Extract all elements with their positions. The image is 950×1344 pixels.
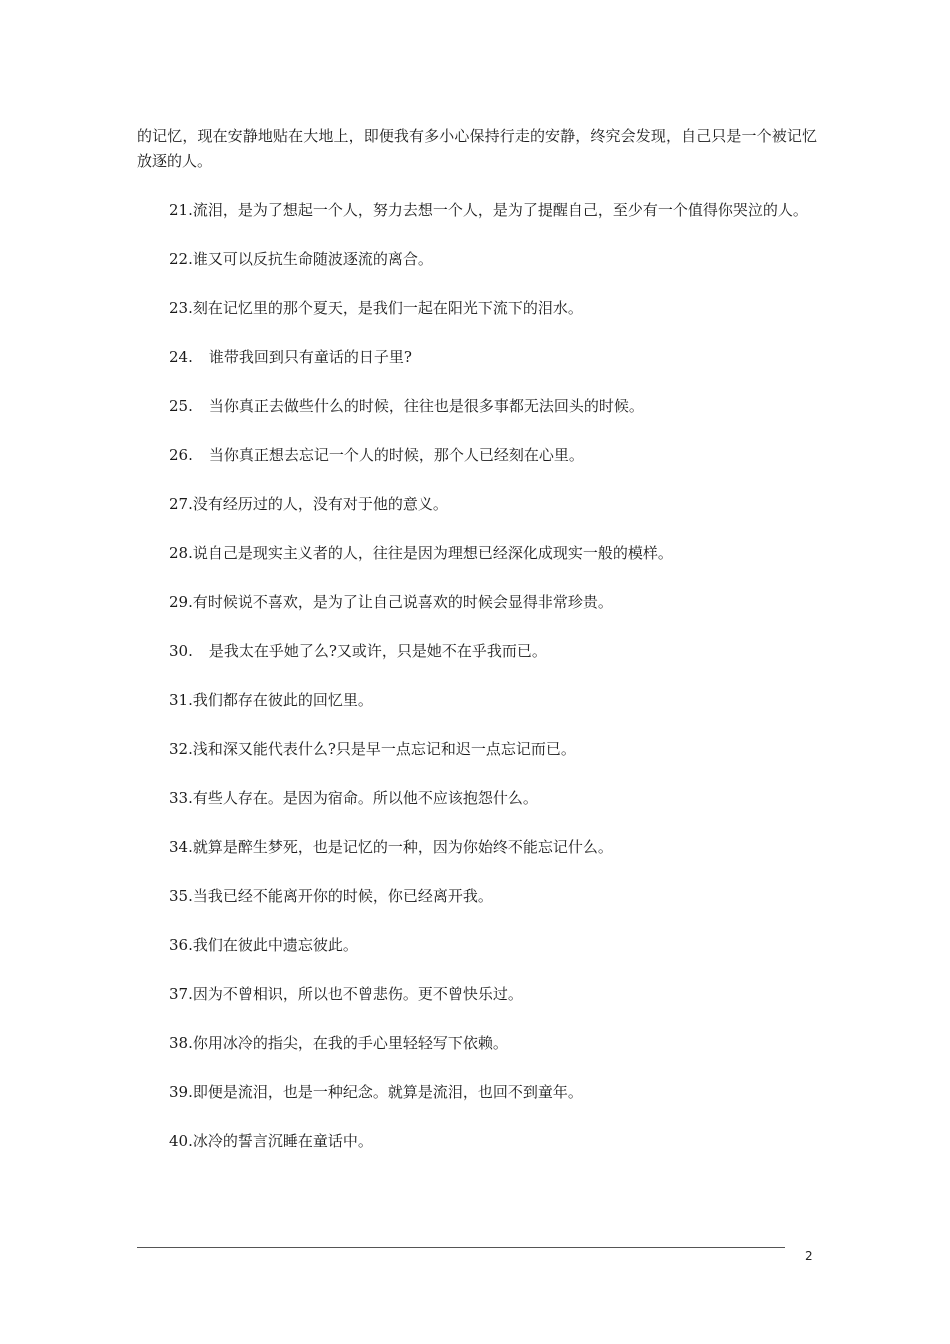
list-item-number: 38. [169,1034,193,1052]
list-item-text: 我们都存在彼此的回忆里。 [192,691,373,709]
list-item-number: 31. [169,691,193,709]
list-item-text: 即便是流泪，也是一种纪念。就算是流泪，也回不到童年。 [192,1083,583,1101]
paragraph-gap [137,517,817,541]
list-item-text: 有些人存在。是因为宿命。所以他不应该抱怨什么。 [192,789,538,807]
paragraph-gap [137,615,817,639]
list-item-number: 21. [169,201,193,219]
paragraph-gap [137,1007,817,1031]
list-item-text: 当你真正去做些什么的时候，往往也是很多事都无法回头的时候。 [208,397,644,415]
paragraph-gap [137,1105,817,1129]
list-item-number: 30. [169,642,193,660]
paragraph-gap [137,1056,817,1080]
list-item-number: 25. [169,397,193,415]
list-item-text: 谁带我回到只有童话的日子里? [208,348,412,366]
list-item-number: 24. [169,348,193,366]
list-item-number: 29. [169,593,193,611]
list-item-text: 谁又可以反抗生命随波逐流的离合。 [192,250,433,268]
list-item-text: 有时候说不喜欢，是为了让自己说喜欢的时候会显得非常珍贵。 [192,593,613,611]
list-item-text: 当我已经不能离开你的时候，你已经离开我。 [192,887,493,905]
list-item-text: 流泪，是为了想起一个人，努力去想一个人，是为了提醒自己，至少有一个值得你哭泣的人。 [192,201,808,219]
paragraph-gap [137,762,817,786]
continuation-paragraph: 的记忆，现在安静地贴在大地上，即便我有多小心保持行走的安静，终究会发现，自己只是一个被记忆放逐的人。 [137,127,817,170]
list-item [137,541,817,566]
footer-divider [137,1247,785,1248]
paragraph-gap [137,860,817,884]
paragraph-gap [137,174,817,198]
paragraph-gap [137,272,817,296]
list-item-text: 说自己是现实主义者的人，往往是因为理想已经深化成现实一般的模样。 [192,544,673,562]
list-item [137,590,817,615]
list-item-text: 刻在记忆里的那个夏天，是我们一起在阳光下流下的泪水。 [192,299,583,317]
list-item-text: 没有经历过的人，没有对于他的意义。 [192,495,448,513]
list-item-number: 32. [169,740,193,758]
numbered-list [137,198,817,1154]
list-item-text: 我们在彼此中遗忘彼此。 [192,936,358,954]
list-item [137,1031,817,1056]
list-item-text: 你用冰冷的指尖，在我的手心里轻轻写下依赖。 [192,1034,508,1052]
list-item-number: 27. [169,495,193,513]
list-item [137,198,817,223]
list-item [137,1129,817,1154]
list-item [137,1080,817,1105]
paragraph-gap [137,909,817,933]
list-item [137,982,817,1007]
list-item [137,737,817,762]
list-item [137,443,817,468]
paragraph-gap [137,713,817,737]
paragraph-gap [137,566,817,590]
paragraph-gap [137,419,817,443]
list-item-text: 因为不曾相识，所以也不曾悲伤。更不曾快乐过。 [192,985,523,1003]
list-item-number: 40. [169,1132,193,1150]
list-item-number: 26. [169,446,193,464]
list-item-number: 28. [169,544,193,562]
list-item-number: 34. [169,838,193,856]
page-number: 2 [805,1249,813,1263]
list-item [137,688,817,713]
list-item-text: 浅和深又能代表什么?只是早一点忘记和迟一点忘记而已。 [192,740,576,758]
list-item-number: 39. [169,1083,193,1101]
list-item [137,933,817,958]
list-item [137,884,817,909]
paragraph-gap [137,958,817,982]
list-item [137,296,817,321]
list-item-number: 33. [169,789,193,807]
list-item [137,639,817,664]
list-item [137,492,817,517]
list-item-text: 冰冷的誓言沉睡在童话中。 [192,1132,373,1150]
list-item-number: 36. [169,936,193,954]
paragraph-gap [137,370,817,394]
paragraph-gap [137,811,817,835]
paragraph-gap [137,223,817,247]
page-content [137,124,817,1154]
list-item [137,835,817,860]
list-item-number: 22. [169,250,193,268]
paragraph-gap [137,468,817,492]
paragraph-gap [137,321,817,345]
list-item [137,247,817,272]
list-item [137,786,817,811]
list-item-number: 23. [169,299,193,317]
list-item [137,345,817,370]
list-item-number: 37. [169,985,193,1003]
list-item [137,394,817,419]
list-item-text: 当你真正想去忘记一个人的时候，那个人已经刻在心里。 [208,446,584,464]
list-item-text: 就算是醉生梦死，也是记忆的一种，因为你始终不能忘记什么。 [192,838,613,856]
list-item-text: 是我太在乎她了么?又或许，只是她不在乎我而已。 [208,642,547,660]
paragraph-gap [137,664,817,688]
list-item-number: 35. [169,887,193,905]
